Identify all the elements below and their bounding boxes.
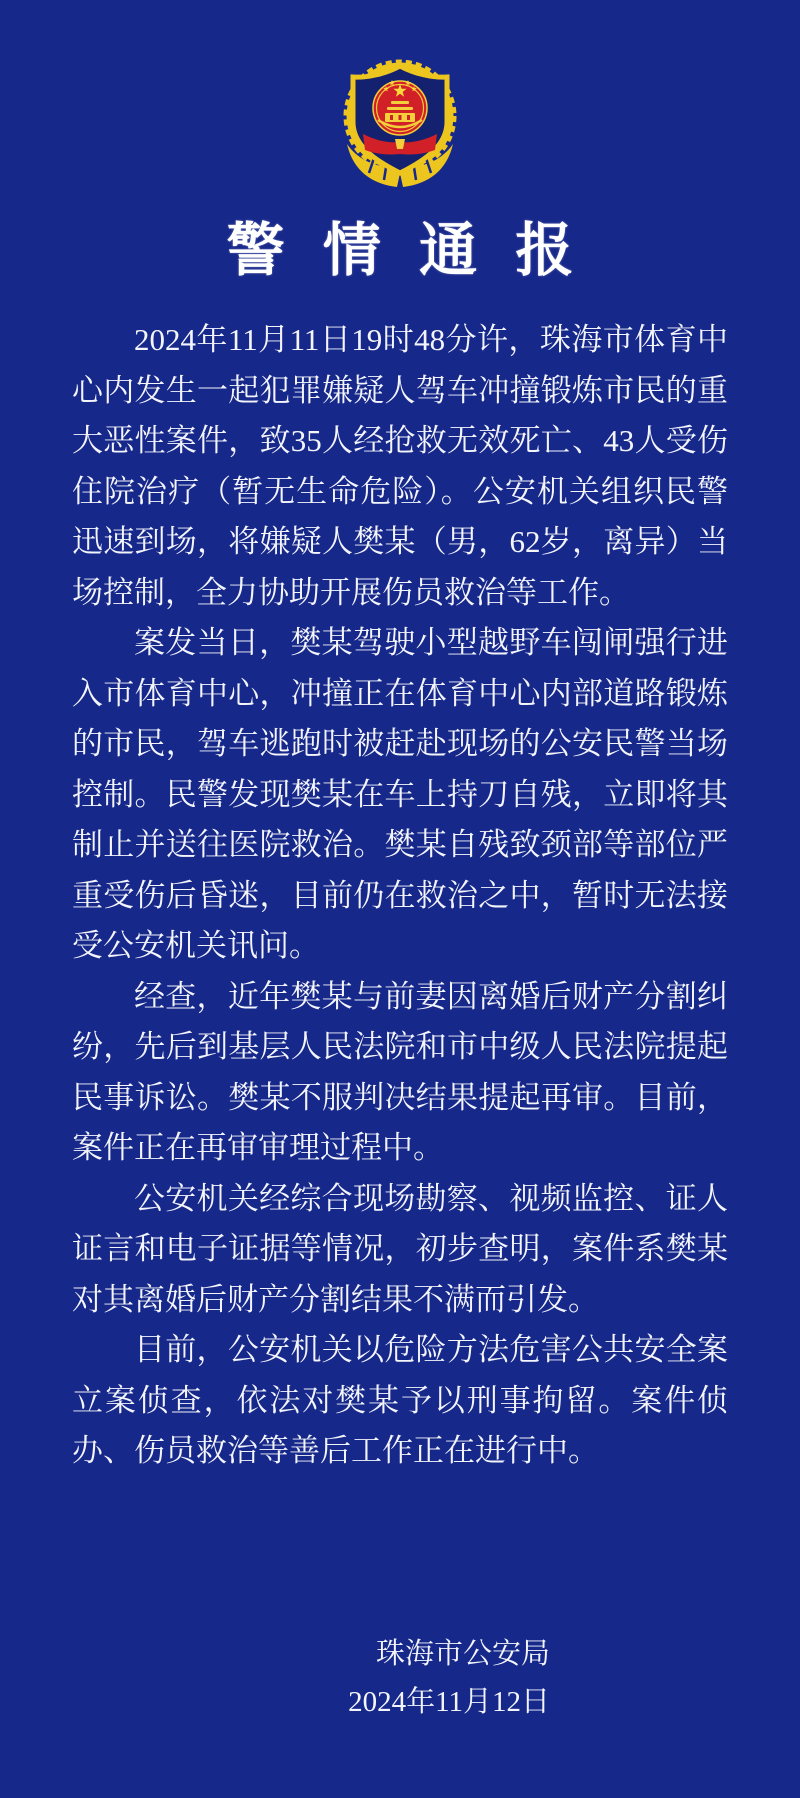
notice-paragraph-3: 经查，近年樊某与前妻因离婚后财产分割纠纷，先后到基层人民法院和市中级人民法院提起民事诉讼。樊某不服判决结果提起再审。目前，案件正在再审审理过程中。 [72, 978, 728, 1165]
notice-paragraph-5: 目前，公安机关以危险方法危害公共安全案立案侦查，依法对樊某予以刑事拘留。案件侦办、伤员救治等善后工作正在进行中。 [72, 1332, 728, 1468]
notice-body [72, 315, 728, 1477]
notice-paragraph-1: 2024年11月11日19时48分许，珠海市体育中心内发生一起犯罪嫌疑人驾车冲撞锻炼市民的重大恶性案件，致35人经抢救无效死亡、43人受伤住院治疗（暂无生命危险）。公安机关组织民警迅速到场，将嫌疑人樊某（男，62岁，离异）当场控制，全力协助开展伤员救治等工作。 [72, 322, 728, 610]
notice-title: 警情通报 [226, 218, 612, 283]
signature-agency: 珠海市公安局 [375, 1637, 550, 1670]
signature-block [0, 1630, 800, 1726]
notice-paragraph-2: 案发当日，樊某驾驶小型越野车闯闸强行进入市体育中心，冲撞正在体育中心内部道路锻炼的市民，驾车逃跑时被赶赴现场的公安民警当场控制。民警发现樊某在车上持刀自残，立即将其制止并送往医院救治。樊某自残致颈部等部位严重受伤后昏迷，目前仍在救治之中，暂时无法接受公安机关讯问。 [72, 625, 728, 963]
notice-paragraph-4: 公安机关经综合现场勘察、视频监控、证人证言和电子证据等情况，初步查明，案件系樊某对其离婚后财产分割结果不满而引发。 [72, 1180, 728, 1317]
police-badge-icon [305, 56, 495, 188]
signature-date: 2024年11月12日 [348, 1685, 550, 1718]
